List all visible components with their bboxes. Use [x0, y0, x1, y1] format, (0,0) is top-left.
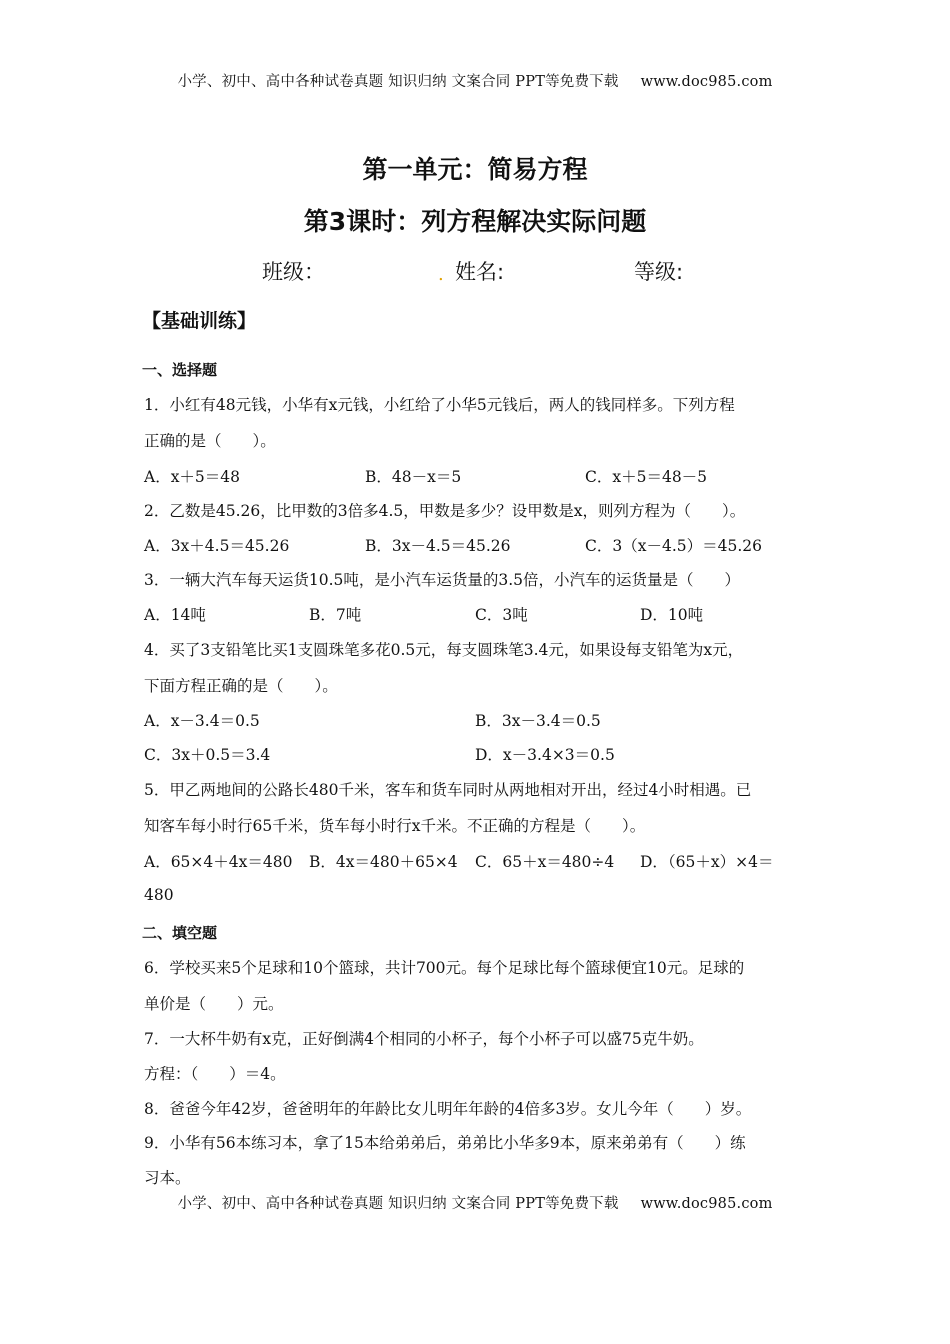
class-label: 班级：	[262, 260, 325, 284]
q2-text-line1: 2．乙数是45.26，比甲数的3倍多4.5，甲数是多少？设甲数是x，则列方程为（ ）。	[144, 502, 746, 520]
q2-option-a[interactable]: A．3x＋4.5＝45.26	[144, 537, 290, 555]
q1-option-a[interactable]: A．x＋5＝48	[144, 468, 241, 486]
q4-option-a[interactable]: A．x－3.4＝0.5	[144, 712, 260, 730]
lesson-title: 第3课时：列方程解决实际问题	[303, 207, 647, 236]
section-basic-training: 【基础训练】	[142, 310, 257, 332]
q9-text-line1: 9．小华有56本练习本，拿了15本给弟弟后，弟弟比小华多9本，原来弟弟有（ ）练	[144, 1134, 746, 1152]
q4-option-b[interactable]: B．3x－3.4＝0.5	[475, 712, 601, 730]
q4-option-d[interactable]: D．x－3.4×3＝0.5	[475, 746, 615, 764]
q6-text-line1: 6．学校买来5个足球和10个篮球，共计700元。每个足球比每个篮球便宜10元。足球的	[144, 959, 745, 977]
name-label: 姓名:	[455, 260, 505, 284]
section-fill-in: 二、填空题	[142, 924, 218, 942]
q5-text-line1: 5．甲乙两地间的公路长480千米，客车和货车同时从两地相对开出，经过4小时相遇。已	[144, 781, 752, 799]
grade-label: 等级:	[634, 260, 684, 284]
q3-option-b[interactable]: B．7吨	[309, 606, 362, 624]
page-header	[0, 70, 950, 91]
q4-text-line1: 4．买了3支铅笔比买1支圆珠笔多花0.5元，每支圆珠笔3.4元，如果设每支铅笔为x元，	[144, 641, 744, 659]
q5-option-d[interactable]: D．（65＋x）×4＝	[640, 853, 774, 871]
q7-text-line1: 7．一大杯牛奶有x克，正好倒满4个相同的小杯子，每个小杯子可以盛75克牛奶。	[144, 1030, 704, 1048]
page-footer	[0, 1192, 950, 1213]
q3-option-a[interactable]: A．14吨	[144, 606, 206, 624]
footer-text: 小学、初中、高中各种试卷真题 知识归纳 文案合同 PPT等免费下载	[177, 1196, 619, 1212]
q6-text-line2: 单价是（ ）元。	[144, 995, 284, 1013]
unit-title: 第一单元：简易方程	[362, 155, 588, 184]
q5-option-a[interactable]: A．65×4＋4x＝480	[144, 853, 293, 871]
q5-option-d-continued: 480	[144, 886, 174, 904]
q8-text-line1: 8．爸爸今年42岁，爸爸明年的年龄比女儿明年年龄的4倍多3岁。女儿今年（ ）岁。	[144, 1100, 752, 1118]
q1-text-line2: 正确的是（ ）。	[144, 432, 276, 450]
q5-option-c[interactable]: C．65＋x＝480÷4	[475, 853, 615, 871]
q4-text-line2: 下面方程正确的是（ ）。	[144, 677, 338, 695]
q2-option-c[interactable]: C．3（x－4.5）＝45.26	[585, 537, 762, 555]
q4-option-c[interactable]: C．3x＋0.5＝3.4	[144, 746, 271, 764]
footer-url[interactable]: www.doc985.com	[640, 1196, 773, 1212]
q1-option-b[interactable]: B．48－x＝5	[365, 468, 462, 486]
header-text: 小学、初中、高中各种试卷真题 知识归纳 文案合同 PPT等免费下载	[177, 74, 619, 90]
header-url[interactable]: www.doc985.com	[640, 74, 773, 90]
dot-mark: .	[438, 264, 444, 285]
q1-option-c[interactable]: C．x＋5＝48－5	[585, 468, 708, 486]
q7-text-line2: 方程：（ ）＝4。	[144, 1065, 286, 1083]
q1-text-line1: 1．小红有48元钱，小华有x元钱，小红给了小华5元钱后，两人的钱同样多。下列方程	[144, 396, 735, 414]
q3-option-c[interactable]: C．3吨	[475, 606, 528, 624]
q3-text-line1: 3．一辆大汽车每天运货10.5吨，是小汽车运货量的3.5倍，小汽车的运货量是（ ）	[144, 571, 741, 589]
q5-option-b[interactable]: B．4x＝480＋65×4	[309, 853, 458, 871]
q3-option-d[interactable]: D．10吨	[640, 606, 704, 624]
q9-text-line2: 习本。	[144, 1169, 191, 1187]
q2-option-b[interactable]: B．3x－4.5＝45.26	[365, 537, 511, 555]
section-multiple-choice: 一、选择题	[142, 361, 218, 379]
q5-text-line2: 知客车每小时行65千米，货车每小时行x千米。不正确的方程是（ ）。	[144, 817, 646, 835]
